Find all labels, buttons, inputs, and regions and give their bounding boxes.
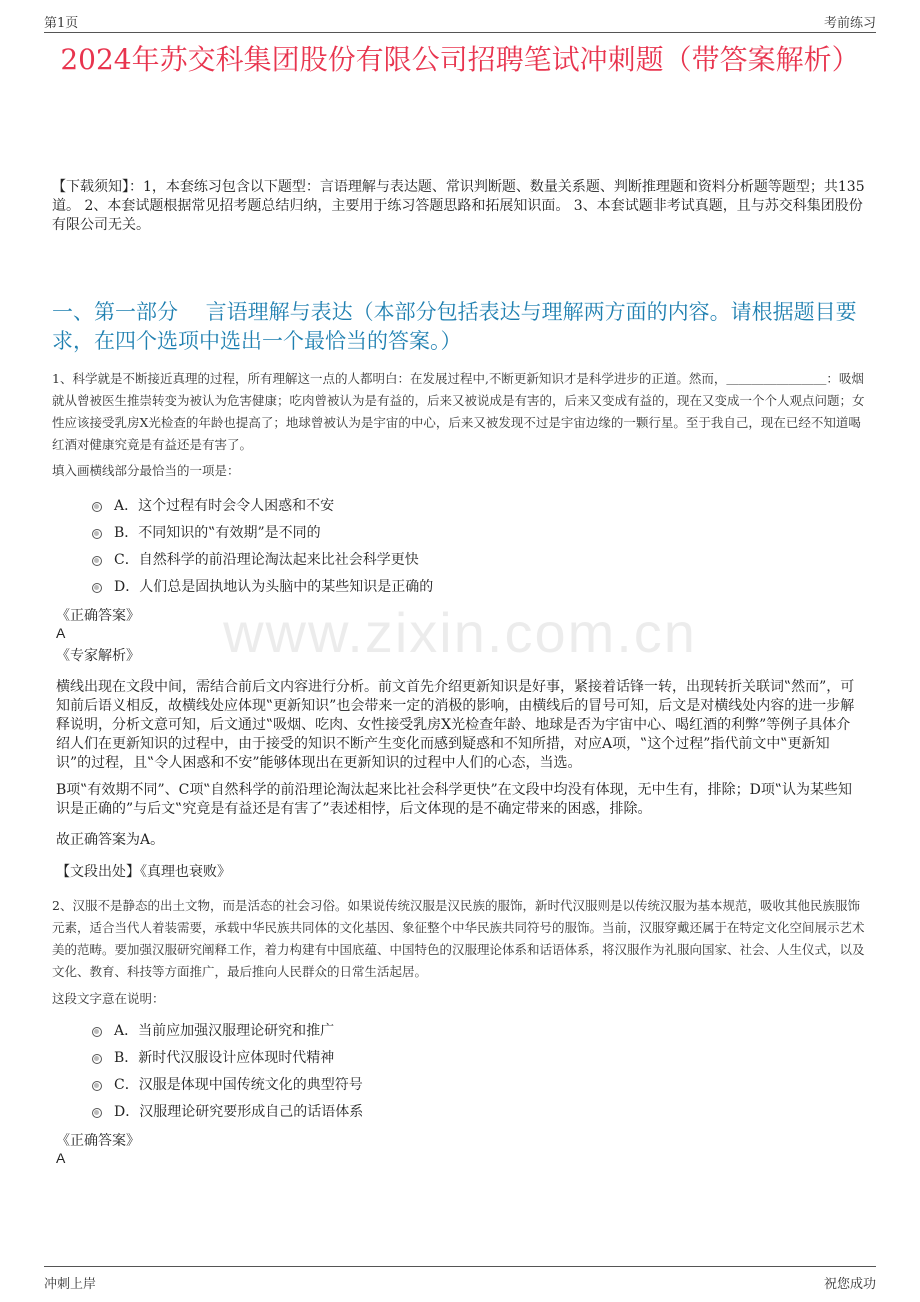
option-b[interactable] (92, 518, 792, 545)
analysis-paragraph: 横线出现在文段中间，需结合前后文内容进行分析。前文首先介绍更新知识是好事，紧接着话锋一转，出现转折关联词‟然而”，可知前后语义相反，故横线处应体现‟更新知识”也会带来一定的消极的影响，由横线后的冒号可知，后文是对横线处内容的进一步解释说明，分析文意可知，后文通过‟吸烟、吃肉、女性接受乳房X光检查年龄、地球是否为宇宙中心、喝红酒的利弊”等例子具体介绍人们在更新知识的过程中，由于接受的知识不断产生变化而感到疑惑和不知所措，对应A项，‟这个过程”指代前文中‟更新知识”的过程，且‟令人困惑和不安”能够体现出在更新知识的过程中人们的心态，当选。 (56, 679, 855, 771)
question-1-prompt: 填入画横线部分最恰当的一项是： (52, 463, 240, 478)
option-d[interactable] (92, 1097, 792, 1124)
option-c[interactable] (92, 1070, 792, 1097)
question-2-options (92, 1016, 792, 1124)
option-label: B．新时代汉服设计应体现时代精神 (114, 1049, 335, 1066)
option-b[interactable] (92, 1043, 792, 1070)
document-title: 2024年苏交科集团股份有限公司招聘笔试冲刺题（带答案解析） (60, 43, 860, 76)
option-label: B．不同知识的‟有效期”是不同的 (114, 524, 321, 541)
question-1-text: 1、科学就是不断接近真理的过程，所有理解这一点的人都明白：在发展过程中,不断更新知识才是科学进步的正道。然而，＿＿＿＿＿＿＿＿：吸烟就从曾被医生推崇转变为被认为危害健康；吃肉曾被认为是有益的，后来又被说成是有害的，后来又变成有益的，现在又变成一个个人观点问题；女性应该接受乳房X光检查的年龄也提高了；地球曾被认为是宇宙的中心，后来又被发现不过是宇宙边缘的一颗行星。至于我自己，现在已经不知道喝红酒对健康究竟是有益还是有害了。 (52, 371, 865, 452)
question-2-prompt: 这段文字意在说明： (52, 991, 165, 1006)
header-label: 考前练习 (823, 16, 876, 31)
radio-icon[interactable] (92, 583, 102, 593)
option-label: A．这个过程有时会令人困惑和不安 (114, 497, 335, 514)
analysis-paragraph: B项‟有效期不同”、C项‟自然科学的前沿理论淘汰起来比社会科学更快”在文段中均没有体现，无中生有，排除；D项‟认为某些知识是正确的”与后文‟究竟是有益还是有害了”表述相悖，后文体现的是不确定带来的困惑，排除。 (56, 782, 853, 817)
answer-value: A (56, 1150, 66, 1166)
radio-icon[interactable] (92, 1108, 102, 1118)
radio-icon[interactable] (92, 502, 102, 512)
section-heading: 一、第一部分 言语理解与表达（本部分包括表达与理解两方面的内容。请根据题目要求，在四个选项中选出一个最恰当的答案。） (52, 300, 857, 353)
radio-icon[interactable] (92, 1054, 102, 1064)
download-notice: 【下载须知】：1，本套练习包含以下题型：言语理解与表达题、常识判断题、数量关系题、判断推理题和资料分析题等题型；共135道。 2、本套试题根据常见招考题总结归纳，主要用于练习答题思路和拓展知识面。 3、本套试题非考试真题，且与苏交科集团股份有限公司无关。 (52, 179, 865, 233)
option-label: C．汉服是体现中国传统文化的典型符号 (114, 1076, 363, 1093)
answer-value: A (56, 625, 66, 641)
option-d[interactable] (92, 572, 792, 599)
option-label: D．汉服理论研究要形成自己的话语体系 (114, 1103, 364, 1120)
radio-icon[interactable] (92, 556, 102, 566)
page-number: 第1页 (44, 16, 79, 31)
answer-label: 《正确答案》 (56, 1133, 140, 1149)
radio-icon[interactable] (92, 529, 102, 539)
radio-icon[interactable] (92, 1081, 102, 1091)
analysis-conclusion: 故正确答案为A。 (56, 832, 165, 848)
option-label: A．当前应加强汉服理论研究和推广 (114, 1022, 335, 1039)
option-label: D．人们总是固执地认为头脑中的某些知识是正确的 (114, 578, 434, 595)
footer-right: 祝您成功 (823, 1277, 876, 1292)
option-a[interactable] (92, 1016, 792, 1043)
question-2-text: 2、汉服不是静态的出土文物，而是活态的社会习俗。如果说传统汉服是汉民族的服饰，新时代汉服则是以传统汉服为基本规范，吸收其他民族服饰元素，适合当代人着装需要，承载中华民族共同体的文化基因、象征整个中华民族共同符号的服饰。当前，汉服穿戴还属于在特定文化空间展示艺术美的范畴。要加强汉服研究阐释工作，着力构建有中国底蕴、中国特色的汉服理论体系和话语体系，将汉服作为礼服向国家、社会、人生仪式，以及文化、教育、科技等方面推广，最后推向人民群众的日常生活起居。 (52, 898, 865, 979)
radio-icon[interactable] (92, 1027, 102, 1037)
footer-left: 冲刺上岸 (44, 1277, 97, 1292)
question-1-options (92, 491, 792, 599)
analysis-label: 《专家解析》 (56, 648, 140, 664)
page-footer (44, 1266, 876, 1293)
source-note: 【文段出处】《真理也衰败》 (56, 864, 231, 880)
option-c[interactable] (92, 545, 792, 572)
watermark: www.zixin.com.cn (223, 601, 697, 664)
option-label: C．自然科学的前沿理论淘汰起来比社会科学更快 (114, 551, 419, 568)
page-header (44, 10, 876, 33)
answer-label: 《正确答案》 (56, 608, 140, 624)
option-a[interactable] (92, 491, 792, 518)
